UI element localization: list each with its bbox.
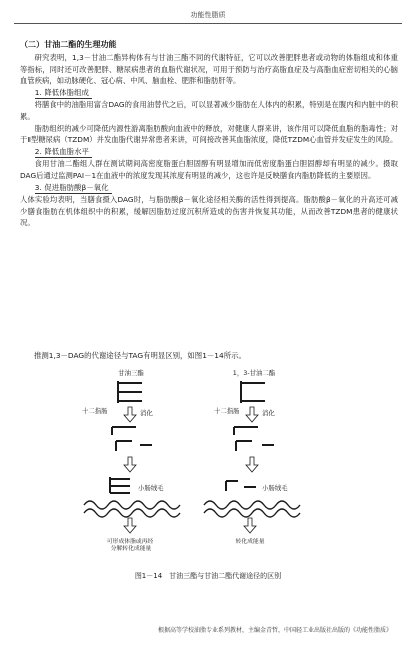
down-arrow-icon [124, 407, 136, 422]
intestinal-villi-icon [84, 501, 180, 509]
section-heading: 1. 降低体脂组成 [35, 87, 92, 100]
diglyceride-molecule-icon [241, 381, 265, 403]
section-heading: 3. 促进脂肪酸β－氧化 [35, 182, 112, 195]
lipase-label: 十二指肠 [214, 407, 240, 415]
left-villi-label: 小肠绒毛 [138, 484, 164, 492]
right-villi-label: 小肠绒毛 [262, 484, 288, 492]
down-arrow-icon [124, 518, 136, 533]
section-1 [20, 87, 398, 146]
section-2 [20, 146, 398, 182]
down-arrow-icon [244, 518, 256, 533]
intestinal-villi-icon [84, 509, 180, 517]
paragraph: 食用甘油二酯组人群在测试期间高密度脂蛋白胆固醇有明显增加而低密度脂蛋白胆固醇却有明显的减少。摄取DAG后通过监测PAI－1在血液中的浓度发现其浓度有明显的减少，这也许是反映膳食内脂肪降低的主要原因。 [20, 159, 398, 180]
left-result [107, 537, 155, 552]
paragraph: 脂肪组织的减少可降低内源性游离脂肪酸向血液中的释放，对健康人群来讲，该作用可以降低血脂的脂毒性；对于Ⅱ型糖尿病（TZDM）并发血脂代谢异常患者来讲，可间接改善其血脂浓度，降低TZDM心血管并发症发生的风险。 [20, 123, 398, 145]
right-result: 转化成能量 [235, 539, 265, 545]
fatty-acid-molecules-icon [234, 427, 274, 451]
footer-note: 根据高等学校油脂专业系列教材，主编金青哲，中国轻工业出版社出版的《功能性脂质》 [157, 627, 392, 634]
paragraph: 将膳食中的油脂用富含DAG的食用油替代之后，可以显著减少脂肪在人体内的积累，特别是在腹内和内脏中的积累。 [20, 100, 398, 121]
left-result-line: 可形成体脂或再经 [106, 539, 154, 545]
digest-label: 消化 [140, 409, 153, 417]
left-result-line: 分解转化成能量 [110, 546, 152, 552]
section-3 [20, 182, 398, 229]
lipase-label: 十二指肠 [82, 407, 108, 415]
section-title: （二）甘油二酯的生理功能 [20, 40, 117, 49]
running-head: 功能性脂质 [14, 8, 402, 24]
resynthesized-triglyceride-icon [110, 477, 130, 493]
fatty-acid-pieces-icon [226, 481, 256, 491]
triglyceride-molecule-icon [118, 381, 142, 403]
right-title: 1，3-甘油二酯 [232, 369, 276, 377]
intestinal-villi-icon [204, 509, 300, 517]
section-heading: 2. 降低血脂水平 [35, 146, 92, 159]
fatty-acid-molecules-icon [112, 427, 152, 451]
body-text [20, 38, 398, 229]
down-arrow-icon [246, 457, 258, 472]
digest-label: 消化 [262, 409, 275, 417]
intestinal-villi-icon [204, 501, 300, 509]
down-arrow-icon [246, 407, 258, 422]
figure-caption: 图1－14 甘油三酯与甘油二酯代谢途径的区别 [134, 572, 282, 580]
paragraph: 人体实验均表明，当膳食摄入DAG时，与脂肪酸β－氧化途径相关酶的活性得到提高。脂肪酸β－氧化的升高还可减少膳食脂肪在机体组织中的积累，缓解因脂肪过度沉积所造成的伤害并恢复其功能，从而改善TZDM患者的健康状况。 [20, 195, 398, 228]
down-arrow-icon [124, 457, 136, 472]
left-title: 甘油三酯 [118, 369, 144, 377]
figure-intro: 推测1,3－DAG的代谢途径与TAG有明显区别，如图1－14所示。 [34, 351, 246, 360]
metabolic-pathway-figure [76, 365, 316, 560]
intro-paragraph: 研究表明，1,3－甘油二酯异构体有与甘油三酯不同的代谢特征，它可以改善肥胖患者或动物的体脂组成和体重等指标，同时还可改善肥胖、糖尿病患者的血脂代谢状况，可用于预防与治疗高脂血症及与高脂血症密切相关的心脑血管疾病，如动脉硬化、冠心病、中风、脑血栓、肥胖和脂肪肝等。 [20, 53, 398, 86]
